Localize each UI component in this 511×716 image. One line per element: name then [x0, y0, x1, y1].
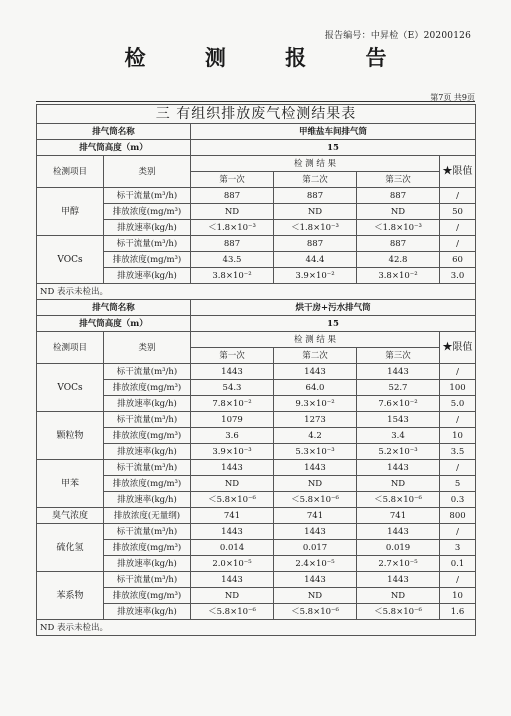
limit-value: /: [440, 412, 476, 428]
category-cell: 排放速率(kg/h): [104, 556, 191, 572]
outlet-height-value: 15: [191, 140, 476, 156]
category-cell: 排放速率(kg/h): [104, 444, 191, 460]
column-header-row: [37, 332, 476, 348]
category-cell: 标干流量(m³/h): [104, 460, 191, 476]
second-value: 1443: [274, 524, 357, 540]
category-cell: 排放速率(kg/h): [104, 604, 191, 620]
item-name: VOCs: [37, 364, 104, 412]
first-value: ND: [191, 204, 274, 220]
second-round-header: 第二次: [274, 172, 357, 188]
first-value: 3.6: [191, 428, 274, 444]
category-cell: 排放浓度(mg/m³): [104, 540, 191, 556]
limit-value: 0.3: [440, 492, 476, 508]
third-value: 2.7×10⁻⁵: [357, 556, 440, 572]
limit-value: 1.6: [440, 604, 476, 620]
second-value: 1443: [274, 364, 357, 380]
first-value: 887: [191, 188, 274, 204]
third-value: 887: [357, 236, 440, 252]
second-value: 64.0: [274, 380, 357, 396]
third-value: ND: [357, 476, 440, 492]
limit-value: 10: [440, 428, 476, 444]
category-cell: 排放浓度(mg/m³): [104, 380, 191, 396]
limit-value: 3: [440, 540, 476, 556]
limit-value: 0.1: [440, 556, 476, 572]
first-value: 1443: [191, 460, 274, 476]
third-value: ND: [357, 204, 440, 220]
results-table-body: [37, 105, 476, 636]
second-round-header: 第二次: [274, 348, 357, 364]
limit-value: 3.0: [440, 268, 476, 284]
category-cell: 标干流量(m³/h): [104, 236, 191, 252]
category-cell: 标干流量(m³/h): [104, 412, 191, 428]
third-value: 1443: [357, 524, 440, 540]
limit-value: 50: [440, 204, 476, 220]
first-value: 3.8×10⁻²: [191, 268, 274, 284]
second-value: 0.017: [274, 540, 357, 556]
category-cell: 排放浓度(mg/m³): [104, 476, 191, 492]
first-value: 7.8×10⁻²: [191, 396, 274, 412]
limit-value: /: [440, 460, 476, 476]
first-value: 0.014: [191, 540, 274, 556]
third-value: 42.8: [357, 252, 440, 268]
outlet-name-value: 甲维盐车间排气筒: [191, 124, 476, 140]
data-row: [37, 524, 476, 540]
limit-value: /: [440, 236, 476, 252]
limit-header: ★限值: [440, 156, 476, 188]
first-value: ND: [191, 588, 274, 604]
report-number: 报告编号：中昇检（E）20200126: [324, 31, 471, 41]
first-value: ＜5.8×10⁻⁶: [191, 492, 274, 508]
category-cell: 排放浓度(mg/m³): [104, 252, 191, 268]
first-value: 3.9×10⁻³: [191, 444, 274, 460]
first-value: ＜1.8×10⁻³: [191, 220, 274, 236]
category-cell: 标干流量(m³/h): [104, 188, 191, 204]
limit-value: /: [440, 524, 476, 540]
second-value: 887: [274, 188, 357, 204]
second-value: 4.2: [274, 428, 357, 444]
item-name: VOCs: [37, 236, 104, 284]
category-cell: 排放速率(kg/h): [104, 268, 191, 284]
category-cell: 排放速率(kg/h): [104, 220, 191, 236]
data-row: [37, 460, 476, 476]
first-value: 1443: [191, 524, 274, 540]
limit-value: 5.0: [440, 396, 476, 412]
first-value: 887: [191, 236, 274, 252]
results-table: [36, 104, 476, 636]
second-value: 44.4: [274, 252, 357, 268]
outlet-height-label: 排气筒高度（m）: [37, 140, 191, 156]
first-round-header: 第一次: [191, 172, 274, 188]
category-cell: 标干流量(m³/h): [104, 572, 191, 588]
limit-value: /: [440, 364, 476, 380]
item-name: 甲醇: [37, 188, 104, 236]
category-cell: 标干流量(m³/h): [104, 524, 191, 540]
page-title: 检 测 报 告: [124, 45, 413, 70]
category-cell: 排放速率(kg/h): [104, 492, 191, 508]
third-value: 5.2×10⁻³: [357, 444, 440, 460]
third-value: ＜5.8×10⁻⁶: [357, 492, 440, 508]
limit-value: 10: [440, 588, 476, 604]
third-value: ND: [357, 588, 440, 604]
header-rule: [36, 101, 475, 102]
outlet-name-label: 排气筒名称: [37, 300, 191, 316]
outlet-name-label: 排气筒名称: [37, 124, 191, 140]
second-value: ＜1.8×10⁻³: [274, 220, 357, 236]
limit-value: 5: [440, 476, 476, 492]
third-value: ＜1.8×10⁻³: [357, 220, 440, 236]
first-value: 1443: [191, 572, 274, 588]
outlet-height-value: 15: [191, 316, 476, 332]
limit-value: 60: [440, 252, 476, 268]
category-cell: 排放浓度(无量纲): [104, 508, 191, 524]
nd-note: ND 表示未检出。: [37, 620, 476, 636]
third-round-header: 第三次: [357, 172, 440, 188]
third-value: 7.6×10⁻²: [357, 396, 440, 412]
item-name: 颗粒物: [37, 412, 104, 460]
second-value: 5.3×10⁻³: [274, 444, 357, 460]
data-row: [37, 508, 476, 524]
second-value: 1443: [274, 572, 357, 588]
item-name: 臭气浓度: [37, 508, 104, 524]
first-value: 741: [191, 508, 274, 524]
item-name: 苯系物: [37, 572, 104, 620]
nd-note: ND 表示未检出。: [37, 284, 476, 300]
column-header-row: [37, 156, 476, 172]
third-value: 887: [357, 188, 440, 204]
results-header: 检 测 结 果: [191, 332, 440, 348]
second-value: ND: [274, 204, 357, 220]
category-header: 类别: [104, 332, 191, 364]
second-value: ＜5.8×10⁻⁶: [274, 604, 357, 620]
item-header: 检测项目: [37, 156, 104, 188]
category-cell: 排放浓度(mg/m³): [104, 588, 191, 604]
item-name: 甲苯: [37, 460, 104, 508]
third-value: 3.8×10⁻²: [357, 268, 440, 284]
outlet-height-row: [37, 316, 476, 332]
second-value: ND: [274, 476, 357, 492]
second-value: 887: [274, 236, 357, 252]
first-value: 54.3: [191, 380, 274, 396]
third-value: 1443: [357, 460, 440, 476]
category-cell: 排放浓度(mg/m³): [104, 204, 191, 220]
second-value: 2.4×10⁻⁵: [274, 556, 357, 572]
outlet-name-row: [37, 124, 476, 140]
limit-value: /: [440, 188, 476, 204]
item-header: 检测项目: [37, 332, 104, 364]
third-value: 741: [357, 508, 440, 524]
note-row: [37, 620, 476, 636]
third-value: 1543: [357, 412, 440, 428]
third-value: 0.019: [357, 540, 440, 556]
first-value: 2.0×10⁻⁵: [191, 556, 274, 572]
data-row: [37, 364, 476, 380]
results-header: 检 测 结 果: [191, 156, 440, 172]
limit-value: /: [440, 572, 476, 588]
limit-value: 3.5: [440, 444, 476, 460]
data-row: [37, 188, 476, 204]
first-value: 1443: [191, 364, 274, 380]
category-cell: 排放速率(kg/h): [104, 396, 191, 412]
third-value: 1443: [357, 572, 440, 588]
second-value: ND: [274, 588, 357, 604]
third-value: 3.4: [357, 428, 440, 444]
third-value: 52.7: [357, 380, 440, 396]
data-row: [37, 236, 476, 252]
second-value: 1273: [274, 412, 357, 428]
second-value: 1443: [274, 460, 357, 476]
second-value: ＜5.8×10⁻⁶: [274, 492, 357, 508]
first-value: ＜5.8×10⁻⁶: [191, 604, 274, 620]
data-row: [37, 412, 476, 428]
section-title-row: [37, 105, 476, 124]
outlet-height-label: 排气筒高度（m）: [37, 316, 191, 332]
category-cell: 排放浓度(mg/m³): [104, 428, 191, 444]
category-header: 类别: [104, 156, 191, 188]
third-value: 1443: [357, 364, 440, 380]
limit-header: ★限值: [440, 332, 476, 364]
page-number: 第7页 共9页: [430, 93, 475, 102]
note-row: [37, 284, 476, 300]
first-value: 1079: [191, 412, 274, 428]
item-name: 硫化氢: [37, 524, 104, 572]
section-title: 三 有组织排放废气检测结果表: [37, 105, 476, 124]
second-value: 3.9×10⁻²: [274, 268, 357, 284]
first-value: 43.5: [191, 252, 274, 268]
first-value: ND: [191, 476, 274, 492]
limit-value: 800: [440, 508, 476, 524]
third-round-header: 第三次: [357, 348, 440, 364]
outlet-name-row: [37, 300, 476, 316]
third-value: ＜5.8×10⁻⁶: [357, 604, 440, 620]
limit-value: 100: [440, 380, 476, 396]
outlet-name-value: 烘干房+污水排气筒: [191, 300, 476, 316]
limit-value: /: [440, 220, 476, 236]
second-value: 9.3×10⁻²: [274, 396, 357, 412]
second-value: 741: [274, 508, 357, 524]
outlet-height-row: [37, 140, 476, 156]
category-cell: 标干流量(m³/h): [104, 364, 191, 380]
data-row: [37, 572, 476, 588]
first-round-header: 第一次: [191, 348, 274, 364]
